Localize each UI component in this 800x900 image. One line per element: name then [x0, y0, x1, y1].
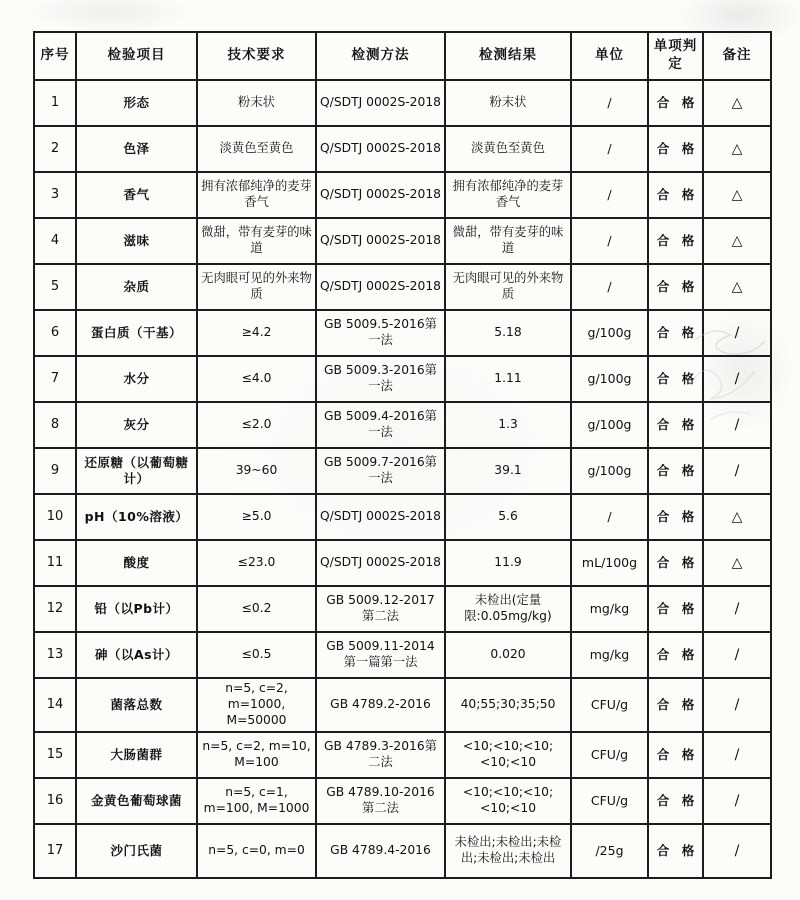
remark-cell: △: [703, 540, 771, 586]
test-result-cell: 40;55;30;35;50: [445, 678, 571, 732]
test-result-cell: 未检出(定量限:0.05mg/kg): [445, 586, 571, 632]
test-result-cell: 未检出;未检出;未检出;未检出;未检出: [445, 824, 571, 878]
judgment-cell: 合 格: [648, 310, 703, 356]
remark-cell: △: [703, 80, 771, 126]
technical-requirement-cell: n=5, c=0, m=0: [197, 824, 316, 878]
inspection-item-cell: 水分: [76, 356, 197, 402]
header-test-method: 检测方法: [316, 32, 445, 80]
test-result-cell: 淡黄色至黄色: [445, 126, 571, 172]
table-row: [34, 264, 771, 310]
technical-requirement-cell: 无肉眼可见的外来物质: [197, 264, 316, 310]
unit-cell: /: [571, 494, 648, 540]
remark-cell: △: [703, 126, 771, 172]
table-row: [34, 494, 771, 540]
technical-requirement-cell: n=5, c=2, m=10, M=100: [197, 732, 316, 778]
serial-number-cell: 9: [34, 448, 76, 494]
table-row: [34, 540, 771, 586]
inspection-item-cell: 香气: [76, 172, 197, 218]
unit-cell: /: [571, 80, 648, 126]
remark-cell: △: [703, 172, 771, 218]
unit-cell: g/100g: [571, 356, 648, 402]
header-inspection-item: 检验项目: [76, 32, 197, 80]
test-result-cell: <10;<10;<10;<10;<10: [445, 778, 571, 824]
judgment-cell: 合 格: [648, 264, 703, 310]
table-row: [34, 586, 771, 632]
serial-number-cell: 2: [34, 126, 76, 172]
inspection-item-cell: 蛋白质（干基）: [76, 310, 197, 356]
remark-cell: /: [703, 356, 771, 402]
technical-requirement-cell: ≤23.0: [197, 540, 316, 586]
test-result-cell: 5.18: [445, 310, 571, 356]
technical-requirement-cell: 粉末状: [197, 80, 316, 126]
serial-number-cell: 5: [34, 264, 76, 310]
test-method-cell: Q/SDTJ 0002S-2018: [316, 172, 445, 218]
table-row: [34, 172, 771, 218]
inspection-item-cell: 滋味: [76, 218, 197, 264]
judgment-cell: 合 格: [648, 172, 703, 218]
technical-requirement-cell: ≤4.0: [197, 356, 316, 402]
header-row: [34, 32, 771, 80]
inspection-item-cell: 砷（以As计）: [76, 632, 197, 678]
unit-cell: CFU/g: [571, 678, 648, 732]
serial-number-cell: 12: [34, 586, 76, 632]
test-method-cell: GB 5009.4-2016第一法: [316, 402, 445, 448]
remark-cell: /: [703, 448, 771, 494]
judgment-cell: 合 格: [648, 402, 703, 448]
unit-cell: CFU/g: [571, 778, 648, 824]
unit-cell: mg/kg: [571, 632, 648, 678]
serial-number-cell: 15: [34, 732, 76, 778]
test-method-cell: GB 4789.4-2016: [316, 824, 445, 878]
test-method-cell: GB 5009.11-2014 第一篇第一法: [316, 632, 445, 678]
test-method-cell: GB 4789.3-2016第二法: [316, 732, 445, 778]
judgment-cell: 合 格: [648, 732, 703, 778]
inspection-report-table: [33, 31, 772, 879]
test-result-cell: 1.11: [445, 356, 571, 402]
serial-number-cell: 6: [34, 310, 76, 356]
unit-cell: /25g: [571, 824, 648, 878]
technical-requirement-cell: ≤0.5: [197, 632, 316, 678]
test-method-cell: GB 5009.7-2016第一法: [316, 448, 445, 494]
header-single-item-judgment: 单项判定: [648, 32, 703, 80]
test-method-cell: GB 5009.3-2016第一法: [316, 356, 445, 402]
judgment-cell: 合 格: [648, 356, 703, 402]
technical-requirement-cell: n=5, c=2, m=1000, M=50000: [197, 678, 316, 732]
table-row: [34, 678, 771, 732]
test-method-cell: Q/SDTJ 0002S-2018: [316, 264, 445, 310]
unit-cell: /: [571, 264, 648, 310]
test-result-cell: 拥有浓郁纯净的麦芽香气: [445, 172, 571, 218]
test-result-cell: 无肉眼可见的外来物质: [445, 264, 571, 310]
judgment-cell: 合 格: [648, 540, 703, 586]
test-result-cell: 1.3: [445, 402, 571, 448]
test-method-cell: GB 4789.2-2016: [316, 678, 445, 732]
unit-cell: mL/100g: [571, 540, 648, 586]
judgment-cell: 合 格: [648, 218, 703, 264]
serial-number-cell: 4: [34, 218, 76, 264]
unit-cell: mg/kg: [571, 586, 648, 632]
inspection-item-cell: 形态: [76, 80, 197, 126]
remark-cell: /: [703, 402, 771, 448]
table-row: [34, 448, 771, 494]
table-row: [34, 310, 771, 356]
technical-requirement-cell: 淡黄色至黄色: [197, 126, 316, 172]
remark-cell: /: [703, 586, 771, 632]
header-technical-requirement: 技术要求: [197, 32, 316, 80]
inspection-item-cell: 灰分: [76, 402, 197, 448]
remark-cell: /: [703, 732, 771, 778]
table-row: [34, 632, 771, 678]
table-row: [34, 356, 771, 402]
inspection-item-cell: 色泽: [76, 126, 197, 172]
table-row: [34, 824, 771, 878]
table-row: [34, 126, 771, 172]
unit-cell: g/100g: [571, 448, 648, 494]
technical-requirement-cell: ≥4.2: [197, 310, 316, 356]
remark-cell: /: [703, 778, 771, 824]
judgment-cell: 合 格: [648, 632, 703, 678]
judgment-cell: 合 格: [648, 494, 703, 540]
serial-number-cell: 8: [34, 402, 76, 448]
serial-number-cell: 10: [34, 494, 76, 540]
technical-requirement-cell: 微甜，带有麦芽的味道: [197, 218, 316, 264]
test-result-cell: 粉末状: [445, 80, 571, 126]
test-method-cell: GB 4789.10-2016 第二法: [316, 778, 445, 824]
test-result-cell: 11.9: [445, 540, 571, 586]
test-method-cell: Q/SDTJ 0002S-2018: [316, 126, 445, 172]
serial-number-cell: 3: [34, 172, 76, 218]
remark-cell: △: [703, 264, 771, 310]
inspection-item-cell: 沙门氏菌: [76, 824, 197, 878]
judgment-cell: 合 格: [648, 80, 703, 126]
remark-cell: /: [703, 678, 771, 732]
serial-number-cell: 14: [34, 678, 76, 732]
inspection-item-cell: 铅（以Pb计）: [76, 586, 197, 632]
test-result-cell: <10;<10;<10;<10;<10: [445, 732, 571, 778]
judgment-cell: 合 格: [648, 678, 703, 732]
header-test-result: 检测结果: [445, 32, 571, 80]
table-row: [34, 732, 771, 778]
header-remark: 备注: [703, 32, 771, 80]
table-row: [34, 778, 771, 824]
unit-cell: /: [571, 172, 648, 218]
test-method-cell: Q/SDTJ 0002S-2018: [316, 80, 445, 126]
test-method-cell: Q/SDTJ 0002S-2018: [316, 540, 445, 586]
serial-number-cell: 7: [34, 356, 76, 402]
judgment-cell: 合 格: [648, 778, 703, 824]
serial-number-cell: 17: [34, 824, 76, 878]
test-method-cell: Q/SDTJ 0002S-2018: [316, 218, 445, 264]
remark-cell: △: [703, 218, 771, 264]
test-result-cell: 0.020: [445, 632, 571, 678]
table-row: [34, 218, 771, 264]
technical-requirement-cell: ≤0.2: [197, 586, 316, 632]
judgment-cell: 合 格: [648, 586, 703, 632]
inspection-item-cell: 大肠菌群: [76, 732, 197, 778]
judgment-cell: 合 格: [648, 126, 703, 172]
technical-requirement-cell: 拥有浓郁纯净的麦芽香气: [197, 172, 316, 218]
technical-requirement-cell: ≥5.0: [197, 494, 316, 540]
unit-cell: /: [571, 126, 648, 172]
unit-cell: g/100g: [571, 402, 648, 448]
test-result-cell: 微甜，带有麦芽的味道: [445, 218, 571, 264]
inspection-item-cell: 杂质: [76, 264, 197, 310]
remark-cell: /: [703, 310, 771, 356]
serial-number-cell: 16: [34, 778, 76, 824]
table-body: [34, 80, 771, 878]
test-method-cell: GB 5009.5-2016第一法: [316, 310, 445, 356]
technical-requirement-cell: 39~60: [197, 448, 316, 494]
serial-number-cell: 13: [34, 632, 76, 678]
table-row: [34, 80, 771, 126]
test-result-cell: 39.1: [445, 448, 571, 494]
serial-number-cell: 11: [34, 540, 76, 586]
judgment-cell: 合 格: [648, 824, 703, 878]
technical-requirement-cell: n=5, c=1, m=100, M=1000: [197, 778, 316, 824]
unit-cell: g/100g: [571, 310, 648, 356]
table-header: [34, 32, 771, 80]
header-serial-number: 序号: [34, 32, 76, 80]
test-method-cell: GB 5009.12-2017 第二法: [316, 586, 445, 632]
header-unit: 单位: [571, 32, 648, 80]
remark-cell: /: [703, 824, 771, 878]
inspection-item-cell: 酸度: [76, 540, 197, 586]
inspection-item-cell: 菌落总数: [76, 678, 197, 732]
table-row: [34, 402, 771, 448]
remark-cell: △: [703, 494, 771, 540]
remark-cell: /: [703, 632, 771, 678]
test-result-cell: 5.6: [445, 494, 571, 540]
inspection-item-cell: 还原糖（以葡萄糖计）: [76, 448, 197, 494]
serial-number-cell: 1: [34, 80, 76, 126]
judgment-cell: 合 格: [648, 448, 703, 494]
inspection-item-cell: 金黄色葡萄球菌: [76, 778, 197, 824]
technical-requirement-cell: ≤2.0: [197, 402, 316, 448]
inspection-item-cell: pH（10%溶液）: [76, 494, 197, 540]
unit-cell: CFU/g: [571, 732, 648, 778]
test-method-cell: Q/SDTJ 0002S-2018: [316, 494, 445, 540]
unit-cell: /: [571, 218, 648, 264]
